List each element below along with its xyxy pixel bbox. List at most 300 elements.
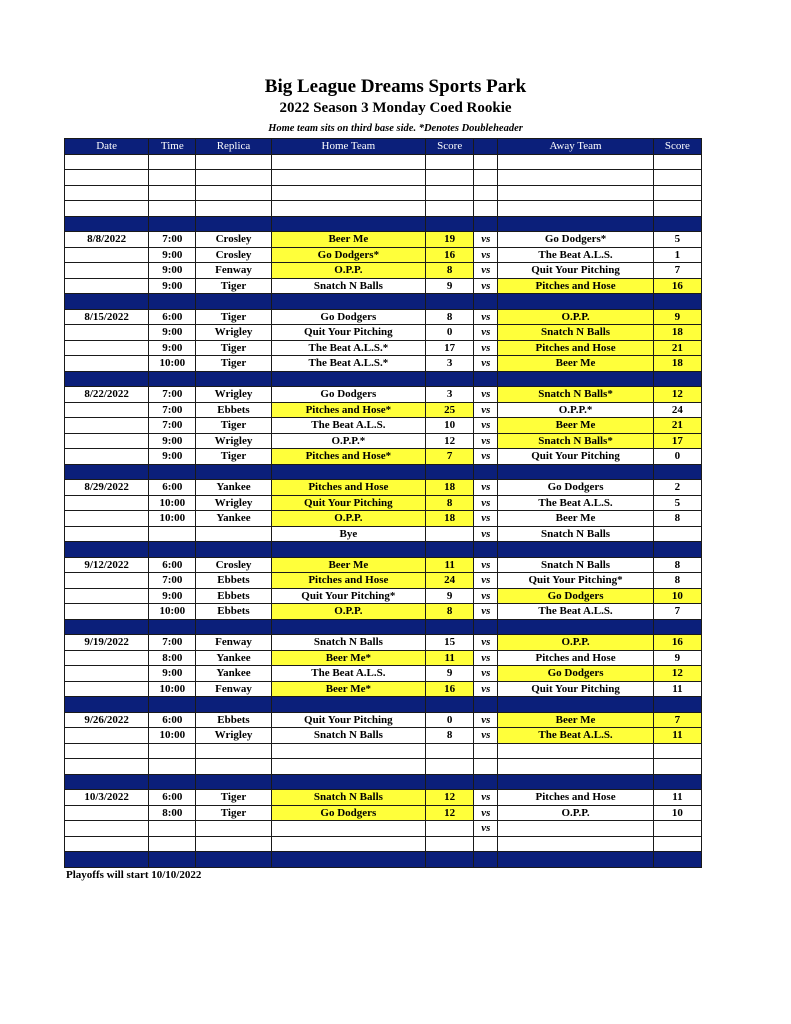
away-score-cell: 24 bbox=[653, 402, 701, 418]
blank-cell bbox=[65, 170, 149, 186]
time-cell: 6:00 bbox=[149, 557, 196, 573]
separator-cell bbox=[271, 294, 425, 310]
blank-cell bbox=[426, 154, 474, 170]
vs-cell: vs bbox=[474, 666, 498, 682]
schedule-body bbox=[65, 154, 702, 867]
home-team-cell: The Beat A.L.S. bbox=[271, 418, 425, 434]
away-team-cell: Snatch N Balls bbox=[498, 557, 653, 573]
replica-cell: Wrigley bbox=[196, 433, 271, 449]
date-cell: 9/19/2022 bbox=[65, 635, 149, 651]
time-cell: 10:00 bbox=[149, 681, 196, 697]
away-team-cell: Go Dodgers bbox=[498, 588, 653, 604]
home-score-cell: 12 bbox=[426, 790, 474, 806]
away-score-cell: 7 bbox=[653, 604, 701, 620]
vs-cell: vs bbox=[474, 449, 498, 465]
home-score-cell: 8 bbox=[426, 604, 474, 620]
replica-cell: Tiger bbox=[196, 309, 271, 325]
separator-cell bbox=[653, 371, 701, 387]
home-score-cell: 18 bbox=[426, 511, 474, 527]
replica-cell: Ebbets bbox=[196, 588, 271, 604]
table-row bbox=[65, 821, 702, 837]
home-score-cell: 18 bbox=[426, 480, 474, 496]
home-team-cell: Quit Your Pitching* bbox=[271, 588, 425, 604]
table-row bbox=[65, 247, 702, 263]
table-row bbox=[65, 402, 702, 418]
table-row bbox=[65, 449, 702, 465]
blank-cell bbox=[498, 170, 653, 186]
replica-cell: Tiger bbox=[196, 449, 271, 465]
week-separator-row bbox=[65, 852, 702, 868]
week-separator-row bbox=[65, 371, 702, 387]
vs-cell: vs bbox=[474, 480, 498, 496]
separator-cell bbox=[65, 216, 149, 232]
home-team-cell: Go Dodgers bbox=[271, 387, 425, 403]
table-row bbox=[65, 263, 702, 279]
date-cell bbox=[65, 728, 149, 744]
col-home-team: Home Team bbox=[271, 139, 425, 155]
replica-cell: Tiger bbox=[196, 418, 271, 434]
time-cell: 10:00 bbox=[149, 495, 196, 511]
vs-cell: vs bbox=[474, 433, 498, 449]
date-cell bbox=[65, 449, 149, 465]
vs-cell: vs bbox=[474, 805, 498, 821]
away-score-cell: 5 bbox=[653, 495, 701, 511]
home-score-cell: 16 bbox=[426, 247, 474, 263]
replica-cell: Wrigley bbox=[196, 387, 271, 403]
vs-cell: vs bbox=[474, 681, 498, 697]
blank-cell bbox=[498, 743, 653, 759]
home-team-cell: Bye bbox=[271, 526, 425, 542]
time-cell: 9:00 bbox=[149, 247, 196, 263]
separator-cell bbox=[474, 464, 498, 480]
time-cell: 7:00 bbox=[149, 573, 196, 589]
blank-cell bbox=[65, 154, 149, 170]
separator-cell bbox=[196, 619, 271, 635]
blank-cell bbox=[426, 759, 474, 775]
blank-row bbox=[65, 759, 702, 775]
time-cell: 9:00 bbox=[149, 278, 196, 294]
date-cell: 8/29/2022 bbox=[65, 480, 149, 496]
vs-cell: vs bbox=[474, 573, 498, 589]
blank-cell bbox=[149, 185, 196, 201]
home-team-cell: O.P.P.* bbox=[271, 433, 425, 449]
away-team-cell: O.P.P. bbox=[498, 805, 653, 821]
home-team-cell bbox=[271, 821, 425, 837]
blank-cell bbox=[65, 836, 149, 852]
separator-cell bbox=[498, 371, 653, 387]
table-row bbox=[65, 418, 702, 434]
col-vs bbox=[474, 139, 498, 155]
blank-cell bbox=[196, 185, 271, 201]
separator-cell bbox=[271, 852, 425, 868]
vs-cell: vs bbox=[474, 309, 498, 325]
blank-cell bbox=[271, 185, 425, 201]
away-team-cell: Quit Your Pitching bbox=[498, 449, 653, 465]
separator-cell bbox=[426, 774, 474, 790]
table-row bbox=[65, 666, 702, 682]
away-score-cell: 11 bbox=[653, 728, 701, 744]
table-row bbox=[65, 805, 702, 821]
home-score-cell: 19 bbox=[426, 232, 474, 248]
separator-cell bbox=[653, 216, 701, 232]
date-cell: 9/26/2022 bbox=[65, 712, 149, 728]
table-row bbox=[65, 588, 702, 604]
date-cell: 10/3/2022 bbox=[65, 790, 149, 806]
table-row bbox=[65, 387, 702, 403]
away-team-cell: Quit Your Pitching bbox=[498, 681, 653, 697]
away-team-cell: Beer Me bbox=[498, 418, 653, 434]
away-score-cell: 10 bbox=[653, 588, 701, 604]
replica-cell: Tiger bbox=[196, 805, 271, 821]
vs-cell: vs bbox=[474, 387, 498, 403]
week-separator-row bbox=[65, 294, 702, 310]
home-score-cell: 17 bbox=[426, 340, 474, 356]
away-team-cell: Beer Me bbox=[498, 356, 653, 372]
away-score-cell bbox=[653, 821, 701, 837]
blank-cell bbox=[426, 170, 474, 186]
away-score-cell: 0 bbox=[653, 449, 701, 465]
separator-cell bbox=[196, 542, 271, 558]
home-score-cell: 25 bbox=[426, 402, 474, 418]
time-cell: 7:00 bbox=[149, 387, 196, 403]
replica-cell: Crosley bbox=[196, 557, 271, 573]
date-cell bbox=[65, 495, 149, 511]
blank-cell bbox=[196, 743, 271, 759]
home-score-cell: 7 bbox=[426, 449, 474, 465]
time-cell: 7:00 bbox=[149, 402, 196, 418]
replica-cell: Tiger bbox=[196, 278, 271, 294]
vs-cell: vs bbox=[474, 526, 498, 542]
away-team-cell: Go Dodgers bbox=[498, 480, 653, 496]
date-cell: 8/8/2022 bbox=[65, 232, 149, 248]
away-team-cell: Quit Your Pitching bbox=[498, 263, 653, 279]
table-row bbox=[65, 309, 702, 325]
table-row bbox=[65, 728, 702, 744]
table-row bbox=[65, 635, 702, 651]
away-team-cell: Pitches and Hose bbox=[498, 340, 653, 356]
home-team-cell: O.P.P. bbox=[271, 511, 425, 527]
blank-cell bbox=[196, 154, 271, 170]
blank-cell bbox=[65, 743, 149, 759]
separator-cell bbox=[426, 464, 474, 480]
table-row bbox=[65, 433, 702, 449]
separator-cell bbox=[474, 371, 498, 387]
time-cell: 9:00 bbox=[149, 666, 196, 682]
blank-cell bbox=[426, 201, 474, 217]
date-cell bbox=[65, 526, 149, 542]
blank-cell bbox=[653, 170, 701, 186]
replica-cell: Wrigley bbox=[196, 325, 271, 341]
blank-cell bbox=[426, 743, 474, 759]
separator-cell bbox=[65, 697, 149, 713]
away-team-cell: The Beat A.L.S. bbox=[498, 495, 653, 511]
time-cell: 6:00 bbox=[149, 309, 196, 325]
home-score-cell: 12 bbox=[426, 805, 474, 821]
home-team-cell: Snatch N Balls bbox=[271, 790, 425, 806]
vs-cell: vs bbox=[474, 712, 498, 728]
vs-cell: vs bbox=[474, 356, 498, 372]
replica-cell: Ebbets bbox=[196, 604, 271, 620]
blank-row bbox=[65, 836, 702, 852]
home-score-cell: 11 bbox=[426, 557, 474, 573]
away-score-cell: 9 bbox=[653, 309, 701, 325]
table-row bbox=[65, 650, 702, 666]
blank-cell bbox=[65, 759, 149, 775]
home-team-cell: Quit Your Pitching bbox=[271, 495, 425, 511]
vs-cell: vs bbox=[474, 650, 498, 666]
replica-cell: Crosley bbox=[196, 232, 271, 248]
blank-cell bbox=[149, 836, 196, 852]
blank-cell bbox=[474, 743, 498, 759]
replica-cell: Fenway bbox=[196, 635, 271, 651]
table-row bbox=[65, 325, 702, 341]
date-cell bbox=[65, 573, 149, 589]
date-cell bbox=[65, 247, 149, 263]
week-separator-row bbox=[65, 542, 702, 558]
blank-cell bbox=[149, 201, 196, 217]
separator-cell bbox=[474, 542, 498, 558]
blank-cell bbox=[474, 759, 498, 775]
date-cell bbox=[65, 402, 149, 418]
table-row bbox=[65, 557, 702, 573]
home-team-cell: Snatch N Balls bbox=[271, 728, 425, 744]
vs-cell: vs bbox=[474, 325, 498, 341]
blank-cell bbox=[498, 836, 653, 852]
blank-cell bbox=[498, 201, 653, 217]
vs-cell: vs bbox=[474, 728, 498, 744]
separator-cell bbox=[474, 294, 498, 310]
vs-cell: vs bbox=[474, 495, 498, 511]
replica-cell: Tiger bbox=[196, 790, 271, 806]
week-separator-row bbox=[65, 774, 702, 790]
home-team-cell: Pitches and Hose bbox=[271, 480, 425, 496]
vs-cell: vs bbox=[474, 232, 498, 248]
schedule-note: Home team sits on third base side. *Denotes Doubleheader bbox=[268, 123, 523, 134]
blank-cell bbox=[498, 185, 653, 201]
blank-cell bbox=[149, 759, 196, 775]
blank-cell bbox=[653, 201, 701, 217]
away-score-cell: 16 bbox=[653, 278, 701, 294]
home-score-cell: 0 bbox=[426, 325, 474, 341]
separator-cell bbox=[65, 619, 149, 635]
time-cell: 6:00 bbox=[149, 712, 196, 728]
table-row bbox=[65, 495, 702, 511]
separator-cell bbox=[196, 697, 271, 713]
separator-cell bbox=[426, 216, 474, 232]
blank-cell bbox=[653, 836, 701, 852]
table-row bbox=[65, 526, 702, 542]
separator-cell bbox=[149, 774, 196, 790]
away-score-cell: 16 bbox=[653, 635, 701, 651]
table-row bbox=[65, 604, 702, 620]
blank-cell bbox=[271, 154, 425, 170]
away-team-cell: Pitches and Hose bbox=[498, 650, 653, 666]
separator-cell bbox=[426, 371, 474, 387]
separator-cell bbox=[65, 294, 149, 310]
separator-cell bbox=[271, 542, 425, 558]
separator-cell bbox=[653, 542, 701, 558]
blank-cell bbox=[426, 185, 474, 201]
replica-cell: Tiger bbox=[196, 340, 271, 356]
separator-cell bbox=[271, 216, 425, 232]
date-cell: 8/22/2022 bbox=[65, 387, 149, 403]
separator-cell bbox=[271, 619, 425, 635]
blank-cell bbox=[653, 759, 701, 775]
vs-cell: vs bbox=[474, 511, 498, 527]
page-subtitle: 2022 Season 3 Monday Coed Rookie bbox=[279, 100, 512, 116]
away-score-cell: 21 bbox=[653, 340, 701, 356]
separator-cell bbox=[271, 774, 425, 790]
away-score-cell: 8 bbox=[653, 573, 701, 589]
vs-cell: vs bbox=[474, 247, 498, 263]
separator-cell bbox=[498, 464, 653, 480]
time-cell: 7:00 bbox=[149, 635, 196, 651]
replica-cell bbox=[196, 821, 271, 837]
playoffs-note: Playoffs will start 10/10/2022 bbox=[66, 869, 202, 881]
replica-cell: Yankee bbox=[196, 511, 271, 527]
away-team-cell: Go Dodgers bbox=[498, 666, 653, 682]
separator-cell bbox=[653, 697, 701, 713]
date-cell bbox=[65, 821, 149, 837]
separator-cell bbox=[498, 619, 653, 635]
away-team-cell: O.P.P.* bbox=[498, 402, 653, 418]
separator-cell bbox=[196, 852, 271, 868]
separator-cell bbox=[149, 371, 196, 387]
schedule-table bbox=[64, 138, 702, 868]
blank-cell bbox=[196, 201, 271, 217]
separator-cell bbox=[271, 697, 425, 713]
table-row bbox=[65, 681, 702, 697]
separator-cell bbox=[426, 294, 474, 310]
time-cell: 9:00 bbox=[149, 433, 196, 449]
separator-cell bbox=[196, 216, 271, 232]
date-cell bbox=[65, 433, 149, 449]
time-cell: 6:00 bbox=[149, 790, 196, 806]
home-team-cell: Quit Your Pitching bbox=[271, 712, 425, 728]
away-score-cell: 21 bbox=[653, 418, 701, 434]
replica-cell: Yankee bbox=[196, 480, 271, 496]
home-team-cell: Go Dodgers* bbox=[271, 247, 425, 263]
vs-cell: vs bbox=[474, 604, 498, 620]
vs-cell: vs bbox=[474, 635, 498, 651]
separator-cell bbox=[426, 697, 474, 713]
separator-cell bbox=[474, 697, 498, 713]
home-score-cell: 8 bbox=[426, 263, 474, 279]
away-score-cell: 5 bbox=[653, 232, 701, 248]
home-team-cell: Beer Me* bbox=[271, 650, 425, 666]
away-team-cell: Pitches and Hose bbox=[498, 790, 653, 806]
separator-cell bbox=[149, 542, 196, 558]
blank-row bbox=[65, 743, 702, 759]
replica-cell: Ebbets bbox=[196, 712, 271, 728]
blank-cell bbox=[271, 743, 425, 759]
away-team-cell: Snatch N Balls* bbox=[498, 433, 653, 449]
blank-cell bbox=[196, 170, 271, 186]
away-score-cell: 17 bbox=[653, 433, 701, 449]
col-replica: Replica bbox=[196, 139, 271, 155]
separator-cell bbox=[498, 216, 653, 232]
blank-cell bbox=[474, 154, 498, 170]
date-cell bbox=[65, 418, 149, 434]
separator-cell bbox=[271, 464, 425, 480]
replica-cell: Wrigley bbox=[196, 495, 271, 511]
separator-cell bbox=[271, 371, 425, 387]
time-cell: 9:00 bbox=[149, 340, 196, 356]
home-score-cell: 9 bbox=[426, 666, 474, 682]
away-score-cell bbox=[653, 526, 701, 542]
vs-cell: vs bbox=[474, 340, 498, 356]
time-cell bbox=[149, 821, 196, 837]
week-separator-row bbox=[65, 697, 702, 713]
separator-cell bbox=[498, 542, 653, 558]
away-team-cell: Go Dodgers* bbox=[498, 232, 653, 248]
blank-row bbox=[65, 170, 702, 186]
home-team-cell: O.P.P. bbox=[271, 263, 425, 279]
date-cell: 9/12/2022 bbox=[65, 557, 149, 573]
table-row bbox=[65, 712, 702, 728]
home-score-cell: 8 bbox=[426, 309, 474, 325]
time-cell: 10:00 bbox=[149, 511, 196, 527]
separator-cell bbox=[653, 294, 701, 310]
time-cell: 7:00 bbox=[149, 232, 196, 248]
home-team-cell: Pitches and Hose bbox=[271, 573, 425, 589]
replica-cell: Yankee bbox=[196, 666, 271, 682]
blank-cell bbox=[653, 185, 701, 201]
replica-cell: Wrigley bbox=[196, 728, 271, 744]
home-team-cell: Snatch N Balls bbox=[271, 278, 425, 294]
separator-cell bbox=[653, 852, 701, 868]
home-team-cell: Go Dodgers bbox=[271, 805, 425, 821]
blank-cell bbox=[474, 201, 498, 217]
time-cell: 10:00 bbox=[149, 356, 196, 372]
home-score-cell: 24 bbox=[426, 573, 474, 589]
separator-cell bbox=[474, 216, 498, 232]
away-team-cell: O.P.P. bbox=[498, 635, 653, 651]
date-cell bbox=[65, 588, 149, 604]
separator-cell bbox=[196, 294, 271, 310]
separator-cell bbox=[65, 542, 149, 558]
home-team-cell: The Beat A.L.S. bbox=[271, 666, 425, 682]
blank-cell bbox=[426, 836, 474, 852]
time-cell: 10:00 bbox=[149, 728, 196, 744]
time-cell: 9:00 bbox=[149, 263, 196, 279]
separator-cell bbox=[65, 464, 149, 480]
replica-cell: Fenway bbox=[196, 681, 271, 697]
home-score-cell: 0 bbox=[426, 712, 474, 728]
vs-cell: vs bbox=[474, 278, 498, 294]
away-team-cell: The Beat A.L.S. bbox=[498, 604, 653, 620]
replica-cell: Tiger bbox=[196, 356, 271, 372]
time-cell bbox=[149, 526, 196, 542]
home-score-cell: 3 bbox=[426, 387, 474, 403]
separator-cell bbox=[149, 619, 196, 635]
date-cell bbox=[65, 263, 149, 279]
home-team-cell: The Beat A.L.S.* bbox=[271, 340, 425, 356]
date-cell bbox=[65, 325, 149, 341]
date-cell bbox=[65, 511, 149, 527]
away-score-cell: 1 bbox=[653, 247, 701, 263]
vs-cell: vs bbox=[474, 402, 498, 418]
home-score-cell: 11 bbox=[426, 650, 474, 666]
away-team-cell: Beer Me bbox=[498, 712, 653, 728]
separator-cell bbox=[149, 852, 196, 868]
home-team-cell: Beer Me* bbox=[271, 681, 425, 697]
away-team-cell: Snatch N Balls bbox=[498, 325, 653, 341]
replica-cell: Fenway bbox=[196, 263, 271, 279]
vs-cell: vs bbox=[474, 821, 498, 837]
week-separator-row bbox=[65, 216, 702, 232]
away-team-cell bbox=[498, 821, 653, 837]
